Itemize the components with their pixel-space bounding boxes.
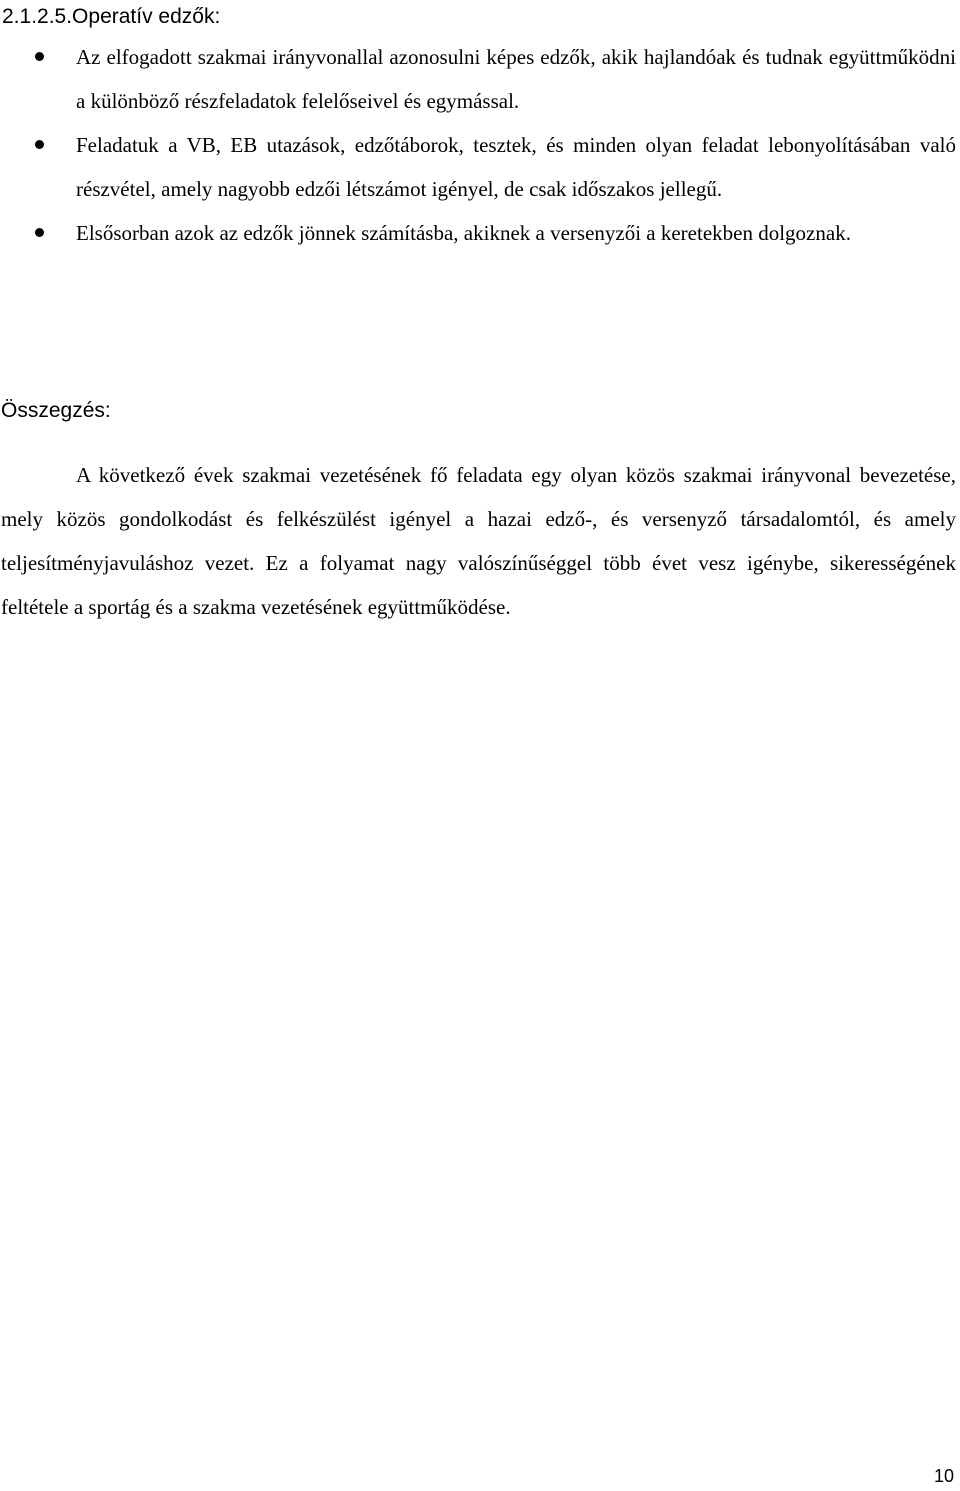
bullet-dot-icon xyxy=(35,228,44,237)
bullet-dot-icon xyxy=(35,52,44,61)
summary-heading: Összegzés: xyxy=(1,399,111,422)
list-item xyxy=(0,123,956,211)
list-item xyxy=(0,35,956,123)
section-heading: 2.1.2.5.Operatív edzők: xyxy=(2,5,221,28)
bullet-list xyxy=(0,35,956,255)
summary-paragraph: A következő évek szakmai vezetésének fő feladata egy olyan közös szakmai irányvonal bevezetése, mely közös gondolkodást és felkészülést igényel a hazai edző-, és versenyző társadalomtól, és amely teljesítményjavuláshoz vezet. Ez a folyamat nagy valószínűséggel több évet vesz igénybe, sikerességének feltétele a sportág és a szakma vezetésének együttműködése. xyxy=(1,463,956,619)
bullet-text: Az elfogadott szakmai irányvonallal azonosulni képes edzők, akik hajlandóak és tudnak együttműködni a különböző részfeladatok felelőseivel és egymással. xyxy=(76,45,956,113)
page-number: 10 xyxy=(933,1466,954,1486)
bullet-dot-icon xyxy=(35,140,44,149)
bullet-text: Feladatuk a VB, EB utazások, edzőtáborok, tesztek, és minden olyan feladat lebonyolításában való részvétel, amely nagyobb edzői létszámot igényel, de csak időszakos jellegű. xyxy=(76,133,956,201)
bullet-text: Elsősorban azok az edzők jönnek számításba, akiknek a versenyzői a keretekben dolgoznak. xyxy=(76,221,851,245)
list-item xyxy=(0,211,956,255)
